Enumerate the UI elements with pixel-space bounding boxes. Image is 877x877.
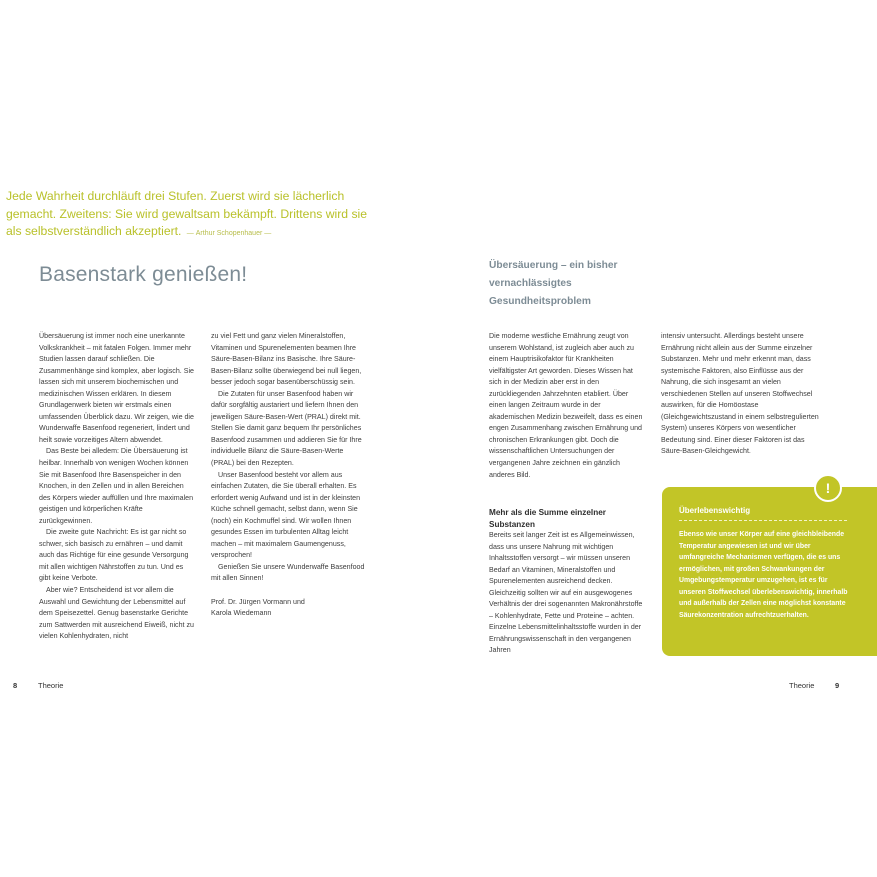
paragraph: Genießen Sie unsere Wunderwaffe Basenfood mit allen Sinnen! [211,562,365,583]
paragraph: Unser Basenfood besteht vor allem aus einfachen Zutaten, die Sie überall erhalten. Es erfordert wenig Aufwand und ist in der kleinsten Küche schnell gemacht, selbst dann, wenn Sie (noch) ein Kochmuffel sind. Wir wollen Ihnen gesundes Essen im turbulenten Alltag leicht machen – mit maximalem Gaumengenuss, versprochen! [211,470,361,560]
quote-dash-open: — [186,230,194,238]
quote-dash-close: — [264,230,272,238]
paragraph: Die moderne westliche Ernährung zeugt von unserem Wohlstand, ist zugleich aber auch zu einem Hauptrisikofaktor für Krankheiten vielfältigster Art geworden. Dieses Wissen hat sich in der Medizin aber erst in den zurückliegenden Jahrzehnten etabliert. Über einen langen Zeitraum wurde in der akademischen Medizin bezweifelt, dass es einen engen Zusammenhang zwischen Ernährung und chronischen Erkrankungen gibt. Doch die wissenschaftlichen Untersuchungen der vergangenen Jahre zeichnen ein gänzlich anderes Bild. [489,332,643,479]
paragraph: Bereits seit langer Zeit ist es Allgemeinwissen, dass uns unsere Nahrung mit wichtigen Inhaltsstoffen versorgt – wir müssen unseren Bedarf an Vitaminen, Mineralstoffen und Spurenelementen ausreichend decken. Gleichzeitig sollten wir auf ein ausgewogenes Verhältnis der drei sogenannten Makronährstoffe – Kohlenhydrate, Fette und Proteine – achten. Einzelne Lebensmittelinhaltsstoffe wurden in der Ernährungswissenschaft in den vergangenen Jahren [489,531,643,655]
infobox-divider [679,520,847,521]
paragraph: Die Zutaten für unser Basenfood haben wir dafür sorgfältig austariert und liefern Ihnen den jeweiligen Säure-Basen-Wert (PRAL) direkt mit. Stellen Sie damit ganz bequem Ihr persönliches Basenfood zusammen und addieren Sie für Ihre individuelle Bilanz die Säure-Basen-Werte (PRAL) bei den Rezepten. [211,389,362,468]
page-title: Basenstark genießen! [39,263,248,286]
paragraph: Das Beste bei alledem: Die Übersäuerung ist heilbar. Innerhalb von wenigen Wochen können Sie mit Basenfood Ihre Basenspeicher in den Knochen, in den Zellen und in allen Bereichen des Körpers wieder auffüllen und Ihre maximalen geistigen und körperlichen Kräfte zurückgewinnen. [39,447,194,525]
left-column-1 [39,331,194,643]
paragraph: Aber wie? Entscheidend ist vor allem die Auswahl und Gewichtung der Lebensmittel auf dem Speisezettel. Genug basenstarke Gerichte zum Sattwerden mit ausreichend Eiweiß, nicht zu vielen Kohlenhydraten, nicht [39,586,194,641]
page-number-right: 9 [835,681,840,690]
right-column-2 [661,331,819,458]
right-column-1-intro [489,331,644,481]
quote-text: Jede Wahrheit durchläuft drei Stufen. Zuerst wird sie lächerlich gemacht. Zweitens: Sie wird gewaltsam bekämpft. Drittens wird sie als selbstverständlich akzeptiert. [6,189,368,239]
infobox-text: Ebenso wie unser Körper auf eine gleichbleibende Temperatur angewiesen ist und wir über umfangreiche Mechanismen verfügen, die es uns ermöglichen, mit großen Schwankungen der Umgebungstemperatur umzugehen, ist es für unseren Stoffwechsel überlebenswichtig, innerhalb und außerhalb der Zellen eine möglichst konstante Säurekonzentration aufrechtzuerhalten. [679,531,848,619]
paragraph: zu viel Fett und ganz vielen Mineralstoffen, Vitaminen und Spurenelementen beamen Ihre Säure-Basen-Bilanz ins Basische. Ihre Säure-Basen-Bilanz sollte überwiegend bei null liegen, besser jedoch sogar basenüberschüssig sein. [211,332,362,387]
section-title: Übersäuerung – ein bisher vernachlässigtes Gesundheitsproblem [489,260,618,307]
paragraph: Die zweite gute Nachricht: Es ist gar nicht so schwer, sich basisch zu ernähren – und damit auch das Richtige für eine gesunde Versorgung mit allen wichtigen Nährstoffen zu tun. Und es gibt keine Verbote. [39,528,189,583]
page-number-left: 8 [13,681,18,690]
paragraph: Übersäuerung ist immer noch eine unerkannte Volkskrankheit – mit fatalen Folgen. Immer mehr Studien lassen darauf schließen. Die Zusammenhänge sind komplex, aber logisch. Sie lassen sich mit unserem biochemischen und medizinischen Wissen erklären. In diesem Grundlagenwerk bieten wir erstmals einen umfassenden Überblick dazu. Wir zeigen, wie die Wunderwaffe Basenfood regeneriert, lindert und heilt sowie vorzeitiges Altern abwendet. [39,332,194,444]
left-column-2 [211,331,366,620]
infobox-title: Überlebenswichtig [679,506,751,515]
running-head-left: Theorie [38,681,64,690]
right-column-1-body [489,530,644,657]
signature-line: Karola Wiedemann [211,609,272,618]
subheading: Mehr als die Summe einzelner Substanzen [489,508,606,529]
paragraph: intensiv untersucht. Allerdings besteht unsere Ernährung nicht allein aus der Summe einzelner Substanzen. Mehr und mehr erkennt man, dass systemische Faktoren, also Einflüsse aus der Nahrung, die sich insgesamt an vielen verschiedenen Stellen auf unseren Stoffwechsel auswirken, für die Homöostase (Gleichgewichtszustand in einem selbstregulierten System) unseres Körpers von wesentlicher Bedeutung sind. Einer dieser Faktoren ist das Säure-Basen-Gleichgewicht. [661,332,819,456]
quote-author-line [185,230,271,237]
running-head-right: Theorie [789,681,815,690]
exclamation-icon: ! [814,474,842,502]
epigraph-quote [6,188,378,243]
signature-line: Prof. Dr. Jürgen Vormann und [211,597,305,606]
quote-author: Arthur Schopenhauer [195,230,263,238]
